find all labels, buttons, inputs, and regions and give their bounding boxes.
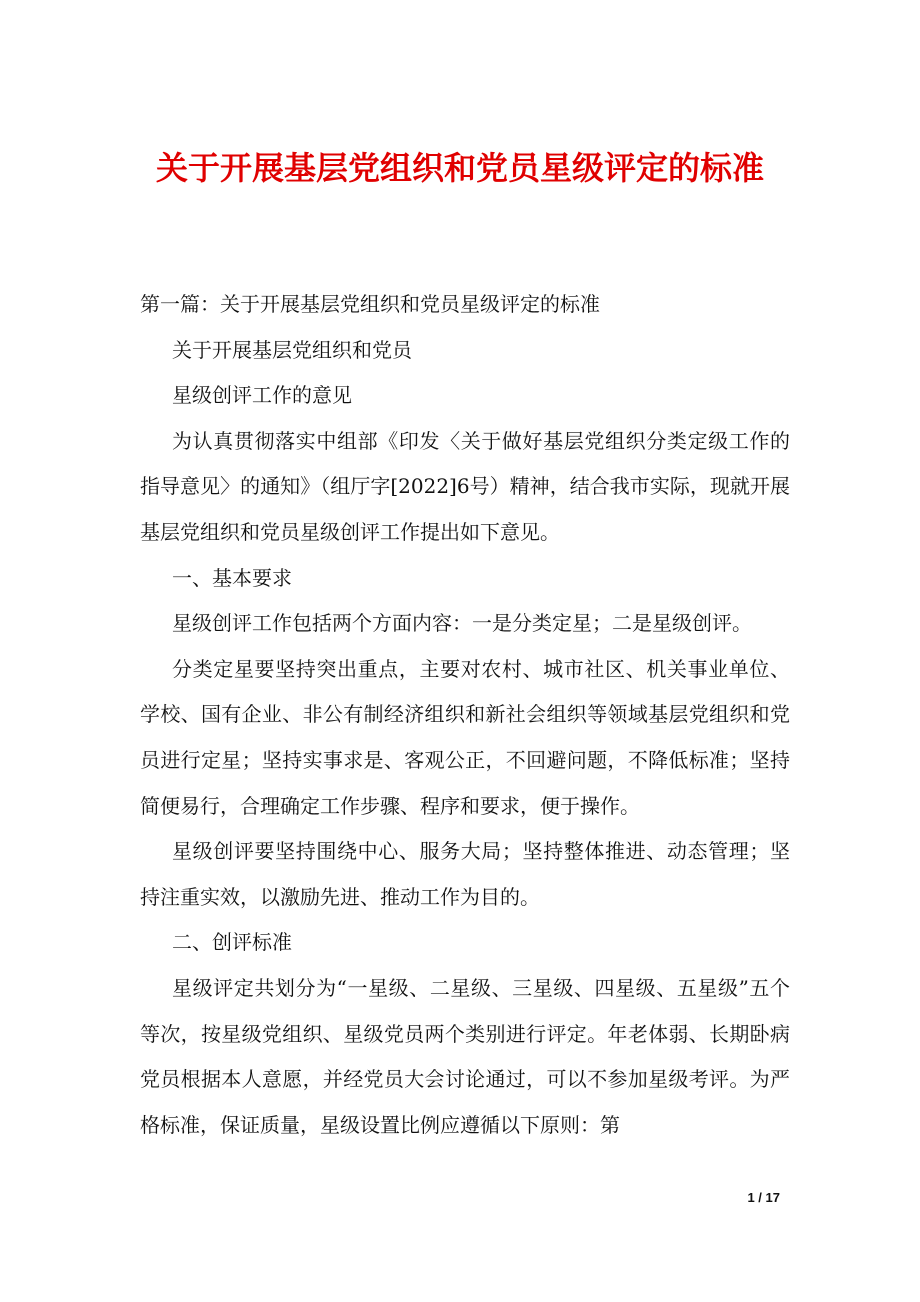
paragraph: 星级创评要坚持围绕中心、服务大局；坚持整体推进、动态管理；坚持注重实效，以激励先进、推动工作为目的。 <box>140 839 790 909</box>
paragraph: 星级创评工作的意见 <box>172 383 352 408</box>
paragraph: 分类定星要坚持突出重点，主要对农村、城市社区、机关事业单位、学校、国有企业、非公有制经济组织和新社会组织等领域基层党组织和党员进行定星；坚持实事求是、客观公正，不回避问题，不降低标准；坚持简便易行，合理确定工作步骤、程序和要求，便于操作。 <box>140 656 790 818</box>
section-heading: 一、基本要求 <box>172 565 292 590</box>
document-title: 关于开展基层党组织和党员星级评定的标准 <box>155 149 764 187</box>
paragraph: 星级创评工作包括两个方面内容：一是分类定星；二是星级创评。 <box>172 611 752 636</box>
section-heading: 二、创评标准 <box>172 930 292 955</box>
paragraph: 关于开展基层党组织和党员 <box>172 337 412 362</box>
paragraph: 为认真贯彻落实中组部《印发〈关于做好基层党组织分类定级工作的指导意见〉的通知》（组厅字[2022]6号）精神，结合我市实际，现就开展基层党组织和党员星级创评工作提出如下意见。 <box>140 428 790 544</box>
page-number: 1 / 17 <box>747 1190 780 1205</box>
paragraph: 星级评定共划分为“一星级、二星级、三星级、四星级、五星级”五个等次，按星级党组织、星级党员两个类别进行评定。年老体弱、长期卧病党员根据本人意愿，并经党员大会讨论通过，可以不参加星级考评。为严格标准，保证质量，星级设置比例应遵循以下原则：第 <box>140 975 790 1137</box>
document-body <box>140 282 790 1148</box>
paragraph: 第一篇：关于开展基层党组织和党员星级评定的标准 <box>140 292 600 316</box>
